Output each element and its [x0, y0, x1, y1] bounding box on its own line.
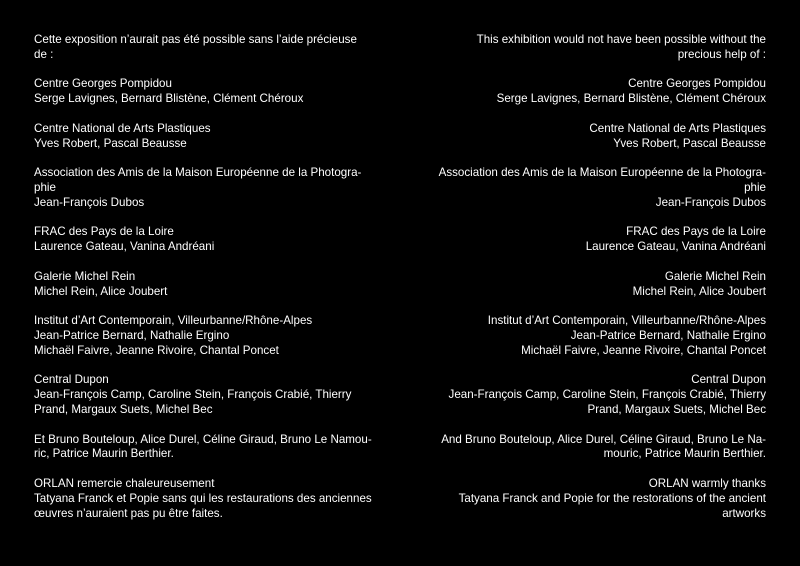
- pompidou-credit: Centre Georges Pompidou Serge Lavignes, Bernard Blistène, Clément Chéroux: [496, 77, 766, 106]
- mep-credit: Association des Amis de la Maison Européenne de la Photogra- phie Jean-François Dubos: [34, 166, 362, 209]
- mep-credit: Association des Amis de la Maison Européenne de la Photogra- phie Jean-François Dubos: [438, 166, 766, 209]
- pompidou-credit: Centre Georges Pompidou Serge Lavignes, Bernard Blistène, Clément Chéroux: [34, 77, 304, 106]
- galerie-rein-credit: Galerie Michel Rein Michel Rein, Alice Joubert: [34, 269, 168, 298]
- iac-credit: Institut d’Art Contemporain, Villeurbanne/Rhône-Alpes Jean-Patrice Bernard, Nathalie Ergino Michaël Faivre, Jeanne Rivoire, Chantal Poncet: [34, 314, 313, 357]
- frac-credit: FRAC des Pays de la Loire Laurence Gateau, Vanina Andréani: [585, 225, 766, 254]
- other-thanks: Et Bruno Bouteloup, Alice Durel, Céline Giraud, Bruno Le Namou- ric, Patrice Maurin Berthier.: [34, 432, 372, 461]
- orlan-thanks: ORLAN warmly thanks Tatyana Franck and Popie for the restorations of the ancient artworks: [458, 476, 766, 520]
- cnap-credit: Centre National de Arts Plastiques Yves Robert, Pascal Beausse: [589, 121, 766, 150]
- intro-paragraph: This exhibition would not have been possible without the precious help of :: [476, 33, 766, 61]
- frac-credit: FRAC des Pays de la Loire Laurence Gateau, Vanina Andréani: [34, 225, 215, 254]
- english-credits-column: [416, 33, 766, 536]
- iac-credit: Institut d’Art Contemporain, Villeurbanne/Rhône-Alpes Jean-Patrice Bernard, Nathalie Ergino Michaël Faivre, Jeanne Rivoire, Chantal Poncet: [487, 314, 766, 357]
- cnap-credit: Centre National de Arts Plastiques Yves Robert, Pascal Beausse: [34, 121, 211, 150]
- other-thanks: And Bruno Bouteloup, Alice Durel, Céline Giraud, Bruno Le Na- mouric, Patrice Maurin Berthier.: [441, 432, 766, 461]
- central-dupon-credit: Central Dupon Jean-François Camp, Caroline Stein, François Crabié, Thierry Prand, Margaux Suets, Michel Bec: [34, 373, 352, 416]
- french-credits-column: [34, 33, 384, 536]
- galerie-rein-credit: Galerie Michel Rein Michel Rein, Alice Joubert: [632, 269, 766, 298]
- orlan-thanks: ORLAN remercie chaleureusement Tatyana Franck et Popie sans qui les restaurations des anciennes œuvres n’auraient pas pu être faites.: [34, 476, 372, 520]
- intro-paragraph: Cette exposition n’aurait pas été possible sans l’aide précieuse de :: [34, 33, 357, 61]
- central-dupon-credit: Central Dupon Jean-François Camp, Caroline Stein, François Crabié, Thierry Prand, Margaux Suets, Michel Bec: [448, 373, 766, 416]
